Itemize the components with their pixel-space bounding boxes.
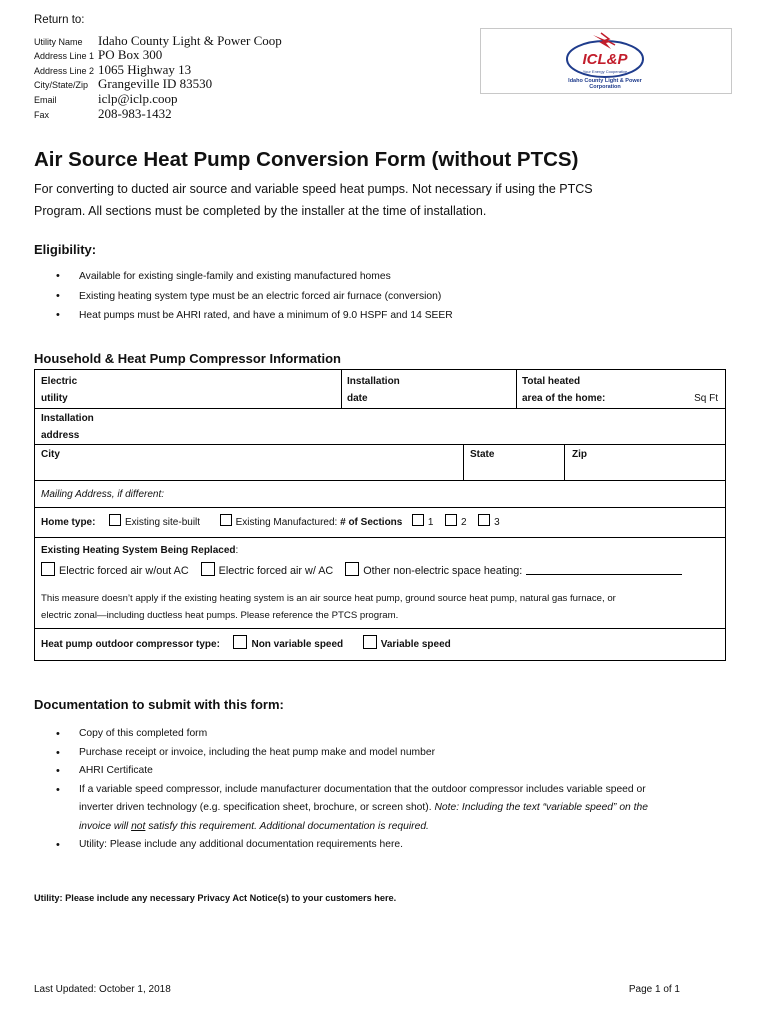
address-line-1-label: Address Line 1 bbox=[34, 51, 95, 61]
existing-heating-colon: : bbox=[235, 545, 239, 556]
state-field[interactable] bbox=[470, 446, 494, 463]
variable-speed-checkbox[interactable] bbox=[363, 635, 377, 649]
iclp-logo bbox=[481, 29, 731, 93]
site-built-label: Existing site-built bbox=[125, 517, 201, 528]
eligibility-heading: Eligibility: bbox=[34, 242, 97, 257]
installation-date-label: Installation bbox=[347, 376, 400, 387]
installation-address-field[interactable] bbox=[41, 410, 94, 444]
site-built-checkbox[interactable] bbox=[109, 514, 121, 526]
manufactured-checkbox[interactable] bbox=[220, 514, 232, 526]
installation-address-label: Installation bbox=[41, 413, 94, 424]
total-heated-label-2: area of the home: bbox=[522, 393, 606, 404]
city-field[interactable] bbox=[41, 446, 60, 463]
num-sections-label: # of Sections bbox=[340, 517, 403, 528]
last-updated: Last Updated: October 1, 2018 bbox=[34, 984, 171, 995]
logo-name-line-1: Idaho County Light & Power bbox=[568, 78, 642, 84]
city-label: City bbox=[41, 449, 60, 460]
compressor-type-row bbox=[41, 635, 451, 653]
utility-name-value: Idaho County Light & Power Coop bbox=[98, 33, 282, 48]
logo-name-line-2: Corporation bbox=[589, 84, 621, 90]
sections-3-checkbox[interactable] bbox=[478, 514, 490, 526]
email-label: Email bbox=[34, 95, 57, 105]
total-heated-label: Total heated bbox=[522, 376, 581, 387]
list-item bbox=[56, 781, 648, 837]
list-item: • Utility: Please include any additional documentation requirements here. bbox=[56, 836, 648, 855]
household-form-table bbox=[34, 369, 726, 661]
installation-date-label-2: date bbox=[347, 393, 368, 404]
doc-item-4-note-b: invoice will bbox=[79, 820, 132, 832]
measure-note-line-2: electric zonal—including ductless heat pumps. Please reference the PTCS program. bbox=[41, 610, 399, 621]
city-state-zip-label: City/State/Zip bbox=[34, 80, 89, 90]
existing-heating-options bbox=[41, 562, 682, 580]
list-item: • Copy of this completed form bbox=[56, 725, 648, 744]
electric-utility-field[interactable] bbox=[41, 373, 77, 407]
documentation-heading: Documentation to submit with this form: bbox=[34, 697, 284, 712]
address-line-2-label: Address Line 2 bbox=[34, 66, 95, 76]
doc-item-4-note-a: Note: Including the text “variable speed” on the bbox=[434, 802, 648, 813]
zip-field[interactable] bbox=[572, 446, 587, 463]
manufactured-label: Existing Manufactured: bbox=[235, 517, 341, 528]
non-variable-speed-label: Non variable speed bbox=[251, 639, 344, 650]
other-heating-checkbox[interactable] bbox=[345, 562, 359, 576]
doc-item-4-note-not: not bbox=[131, 820, 146, 832]
intro-line-2: Program. All sections must be completed by the installer at the time of installation. bbox=[34, 204, 487, 218]
measure-note bbox=[41, 590, 616, 624]
page-number: Page 1 of 1 bbox=[628, 984, 680, 995]
non-variable-speed-checkbox[interactable] bbox=[233, 635, 247, 649]
eligibility-list bbox=[56, 267, 453, 326]
forced-air-no-ac-label: Electric forced air w/out AC bbox=[59, 565, 189, 577]
electric-utility-label-2: utility bbox=[41, 393, 68, 404]
forced-air-ac-label: Electric forced air w/ AC bbox=[218, 565, 334, 577]
address-line-1-value: PO Box 300 bbox=[98, 47, 163, 62]
household-heading: Household & Heat Pump Compressor Information bbox=[34, 351, 341, 366]
doc-item-4-line-2: inverter driven technology (e.g. specification sheet, brochure, or screen shot). bbox=[79, 802, 435, 813]
fax-row bbox=[34, 106, 172, 122]
address-line-2-value: 1065 Highway 13 bbox=[98, 62, 192, 77]
email-row bbox=[34, 91, 177, 107]
logo-text: ICL&P bbox=[582, 51, 628, 68]
sections-2-label: 2 bbox=[461, 517, 467, 528]
installation-address-label-2: address bbox=[41, 430, 80, 441]
list-item: • Heat pumps must be AHRI rated, and have a minimum of 9.0 HSPF and 14 SEER bbox=[56, 306, 453, 326]
sections-3-label: 3 bbox=[494, 517, 500, 528]
intro-line-1: For converting to ducted air source and variable speed heat pumps. Not necessary if using the PTCS bbox=[34, 182, 593, 196]
sections-1-label: 1 bbox=[427, 517, 434, 528]
list-item: • Purchase receipt or invoice, including the heat pump make and model number bbox=[56, 744, 648, 763]
home-type-row bbox=[41, 514, 500, 531]
city-state-zip-row bbox=[34, 76, 212, 92]
sections-2-checkbox[interactable] bbox=[445, 514, 457, 526]
measure-note-line-1: This measure doesn’t apply if the existing heating system is an air source heat pump, ground source heat pump, natural gas furnace, or bbox=[41, 593, 616, 604]
privacy-notice: Utility: Please include any necessary Privacy Act Notice(s) to your customers here. bbox=[34, 893, 397, 903]
total-heated-area-field[interactable] bbox=[522, 373, 718, 407]
home-type-label: Home type: bbox=[41, 517, 96, 528]
zip-label: Zip bbox=[572, 449, 587, 460]
variable-speed-label: Variable speed bbox=[380, 639, 451, 650]
mailing-address-label: Mailing Address, if different: bbox=[41, 489, 165, 500]
utility-name-label: Utility Name bbox=[34, 37, 83, 47]
form-title: Air Source Heat Pump Conversion Form (without PTCS) bbox=[34, 148, 579, 171]
electric-utility-label: Electric bbox=[41, 376, 78, 387]
email-value: iclp@iclp.coop bbox=[98, 91, 178, 106]
doc-item-4-note-c: satisfy this requirement. Additional documentation is required. bbox=[145, 820, 429, 832]
city-state-zip-value: Grangeville ID 83530 bbox=[98, 76, 213, 91]
list-item: • AHRI Certificate bbox=[56, 762, 648, 781]
fax-label: Fax bbox=[34, 110, 50, 120]
compressor-type-label: Heat pump outdoor compressor type: bbox=[41, 639, 220, 650]
sqft-unit: Sq Ft bbox=[694, 393, 718, 404]
existing-heating-heading: Existing Heating System Being Replaced bbox=[41, 545, 236, 556]
logo-tagline: Your Energy Cooperative bbox=[582, 69, 628, 74]
other-heating-label: Other non-electric space heating: bbox=[363, 565, 523, 577]
address-line-1-row bbox=[34, 47, 162, 63]
mailing-address-field[interactable] bbox=[41, 486, 164, 503]
installation-date-field[interactable] bbox=[347, 373, 400, 407]
state-label: State bbox=[470, 449, 495, 460]
return-to-label: Return to: bbox=[34, 14, 85, 26]
list-item: • Existing heating system type must be an electric forced air furnace (conversion) bbox=[56, 287, 453, 307]
doc-item-4-line-1: If a variable speed compressor, include manufacturer documentation that the outdoor compressor includes variable speed or bbox=[79, 783, 646, 795]
other-heating-input[interactable] bbox=[526, 564, 682, 575]
sections-1-checkbox[interactable] bbox=[412, 514, 424, 526]
existing-heating-heading-row bbox=[41, 542, 238, 559]
list-item: • Available for existing single-family and existing manufactured homes bbox=[56, 267, 453, 287]
forced-air-ac-checkbox[interactable] bbox=[201, 562, 215, 576]
documentation-list bbox=[56, 725, 648, 855]
intro-text bbox=[34, 178, 734, 222]
forced-air-no-ac-checkbox[interactable] bbox=[41, 562, 55, 576]
fax-value: 208-983-1432 bbox=[98, 106, 172, 121]
logo-box bbox=[480, 28, 732, 94]
